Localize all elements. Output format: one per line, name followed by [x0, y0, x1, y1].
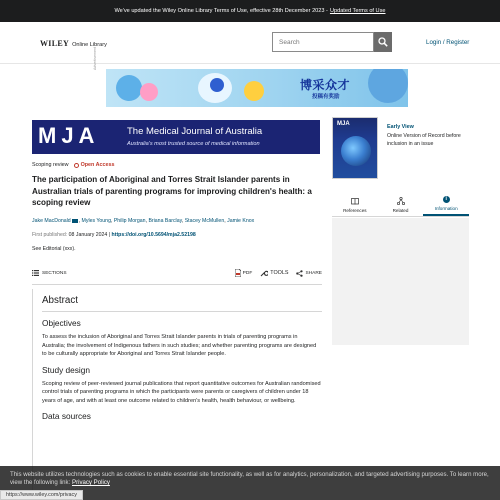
objectives-heading: Objectives [42, 318, 81, 328]
first-published-label: First published: [32, 232, 68, 238]
search-icon [378, 37, 388, 47]
journal-abbr: MJA [38, 123, 100, 148]
pdf-button[interactable] [235, 269, 253, 277]
journal-tagline: Australia's most trusted source of medical information [127, 141, 260, 147]
globe-image [341, 136, 371, 166]
author-list: Jake MacDonald , Myles Young, Philip Morgan, Briana Barclay, Stacey McMullen, Jamie Knox [32, 218, 255, 224]
pdf-label: PDF [242, 270, 253, 276]
author-link[interactable]: Jamie Knox [227, 218, 255, 224]
article-title: The participation of Aboriginal and Torres Strait Islander parents in Australian trials of parenting programs for improving children's health: a scoping review [32, 175, 312, 207]
sections-button[interactable] [32, 270, 67, 276]
email-icon[interactable] [72, 219, 78, 223]
terms-link[interactable]: Updated Terms of Use [329, 8, 386, 14]
pdf-icon [235, 269, 241, 277]
publication-info [32, 232, 196, 238]
author-link[interactable]: Jake MacDonald [32, 218, 71, 224]
cookie-text: This website utilizes technologies such as cookies to enable essential site functionality, as well as for analytics, personalization, and targeted advertising purposes. To learn more, view the following link: [10, 471, 489, 486]
open-access-badge [74, 162, 115, 168]
ad-graphic-shape [368, 69, 408, 103]
search-button[interactable] [374, 32, 392, 52]
advertisement-banner[interactable] [106, 69, 408, 107]
article-toolbar [32, 268, 322, 280]
toolbar-divider [32, 284, 322, 285]
share-nodes-icon [397, 197, 405, 205]
ad-graphic-shape [210, 78, 224, 92]
terms-notice-bar [0, 0, 500, 22]
tab-references[interactable] [332, 193, 378, 216]
book-icon [351, 197, 359, 205]
share-label: SHARE [305, 270, 322, 276]
ad-label: Advertisement [93, 47, 97, 70]
abstract-divider [42, 311, 322, 312]
ad-graphic-shape [140, 83, 158, 101]
study-design-text: Scoping review of peer-reviewed journal publications that report quantitative outcomes for Australian randomised control trials of parenting programs in which the participants were parents or caregivers of children under 18 years of age, and with at least one outcome related to children's health, health behaviour, or wellbeing. [42, 380, 321, 404]
toolbar-actions [235, 269, 322, 277]
status-bar-url: https://www.wiley.com/privacy [0, 490, 83, 500]
tab-related-label: Related [392, 208, 409, 213]
cover-label: MJA [337, 121, 350, 127]
sections-label: SECTIONS [42, 270, 67, 276]
author-link[interactable]: Philip Morgan [113, 218, 146, 224]
ad-subline: 投稿有奖励 [312, 94, 340, 100]
wrench-icon [260, 269, 268, 277]
ad-headline: 博采众才 [300, 78, 351, 92]
journal-cover-thumbnail[interactable] [332, 117, 378, 179]
login-register-link[interactable]: Login / Register [426, 39, 470, 46]
logo-product: Online Library [72, 42, 107, 48]
site-header [0, 22, 500, 64]
tools-label: TOOLS [270, 270, 289, 276]
author-link[interactable]: Myles Young [81, 218, 111, 224]
search-placeholder: Search [279, 38, 300, 46]
author-link[interactable]: Briana Barclay [148, 218, 182, 224]
data-sources-heading: Data sources [42, 411, 91, 421]
study-design-heading: Study design [42, 364, 90, 375]
article-type: Scoping review [32, 162, 69, 168]
logo-brand: WILEY [40, 39, 70, 48]
abstract-heading: Abstract [42, 295, 78, 306]
editorial-note: See Editorial (xxx). [32, 246, 76, 252]
pub-separator: | [108, 232, 112, 238]
article-meta-row [32, 162, 115, 168]
journal-name: The Medical Journal of Australia [127, 126, 263, 137]
tab-references-label: References [343, 208, 367, 213]
early-view-description: Online Version of Record before inclusion in an issue [387, 133, 461, 147]
list-icon [32, 270, 39, 276]
objectives-text: To assess the inclusion of Aboriginal and Torres Strait Islander parents in trials of parenting programs in Australia; the involvement of Indigenous fathers in such studies; and whether parenting programs are designed to be culturally appropriate for Aboriginal and Torres Strait Islander people. [42, 334, 317, 357]
first-published-date: 08 January 2024 [68, 232, 108, 238]
open-access-label: Open Access [80, 162, 115, 168]
terms-notice-text: We've updated the Wiley Online Library Terms of Use, effective 28th December 2023 - [114, 8, 328, 14]
privacy-policy-link[interactable]: Privacy Policy [72, 479, 110, 486]
author-link[interactable]: Stacey McMullen [184, 218, 225, 224]
ad-graphic-shape [244, 81, 264, 101]
tab-related[interactable] [378, 193, 424, 216]
share-icon [296, 270, 303, 277]
journal-banner[interactable] [32, 120, 320, 154]
sidebar-tabs [332, 193, 469, 217]
tools-button[interactable] [260, 269, 288, 277]
ad-graphic-shape [116, 75, 142, 101]
search-input[interactable] [272, 32, 374, 52]
tab-information-label: Information [434, 206, 458, 211]
share-button[interactable] [296, 270, 322, 277]
info-icon: i [442, 195, 450, 203]
open-access-icon [74, 163, 79, 168]
doi-link[interactable]: https://doi.org/10.5694/mja2.52198 [111, 232, 196, 238]
information-panel [332, 218, 469, 345]
early-view-link[interactable]: Early View [387, 124, 414, 130]
tab-information[interactable] [423, 193, 469, 216]
